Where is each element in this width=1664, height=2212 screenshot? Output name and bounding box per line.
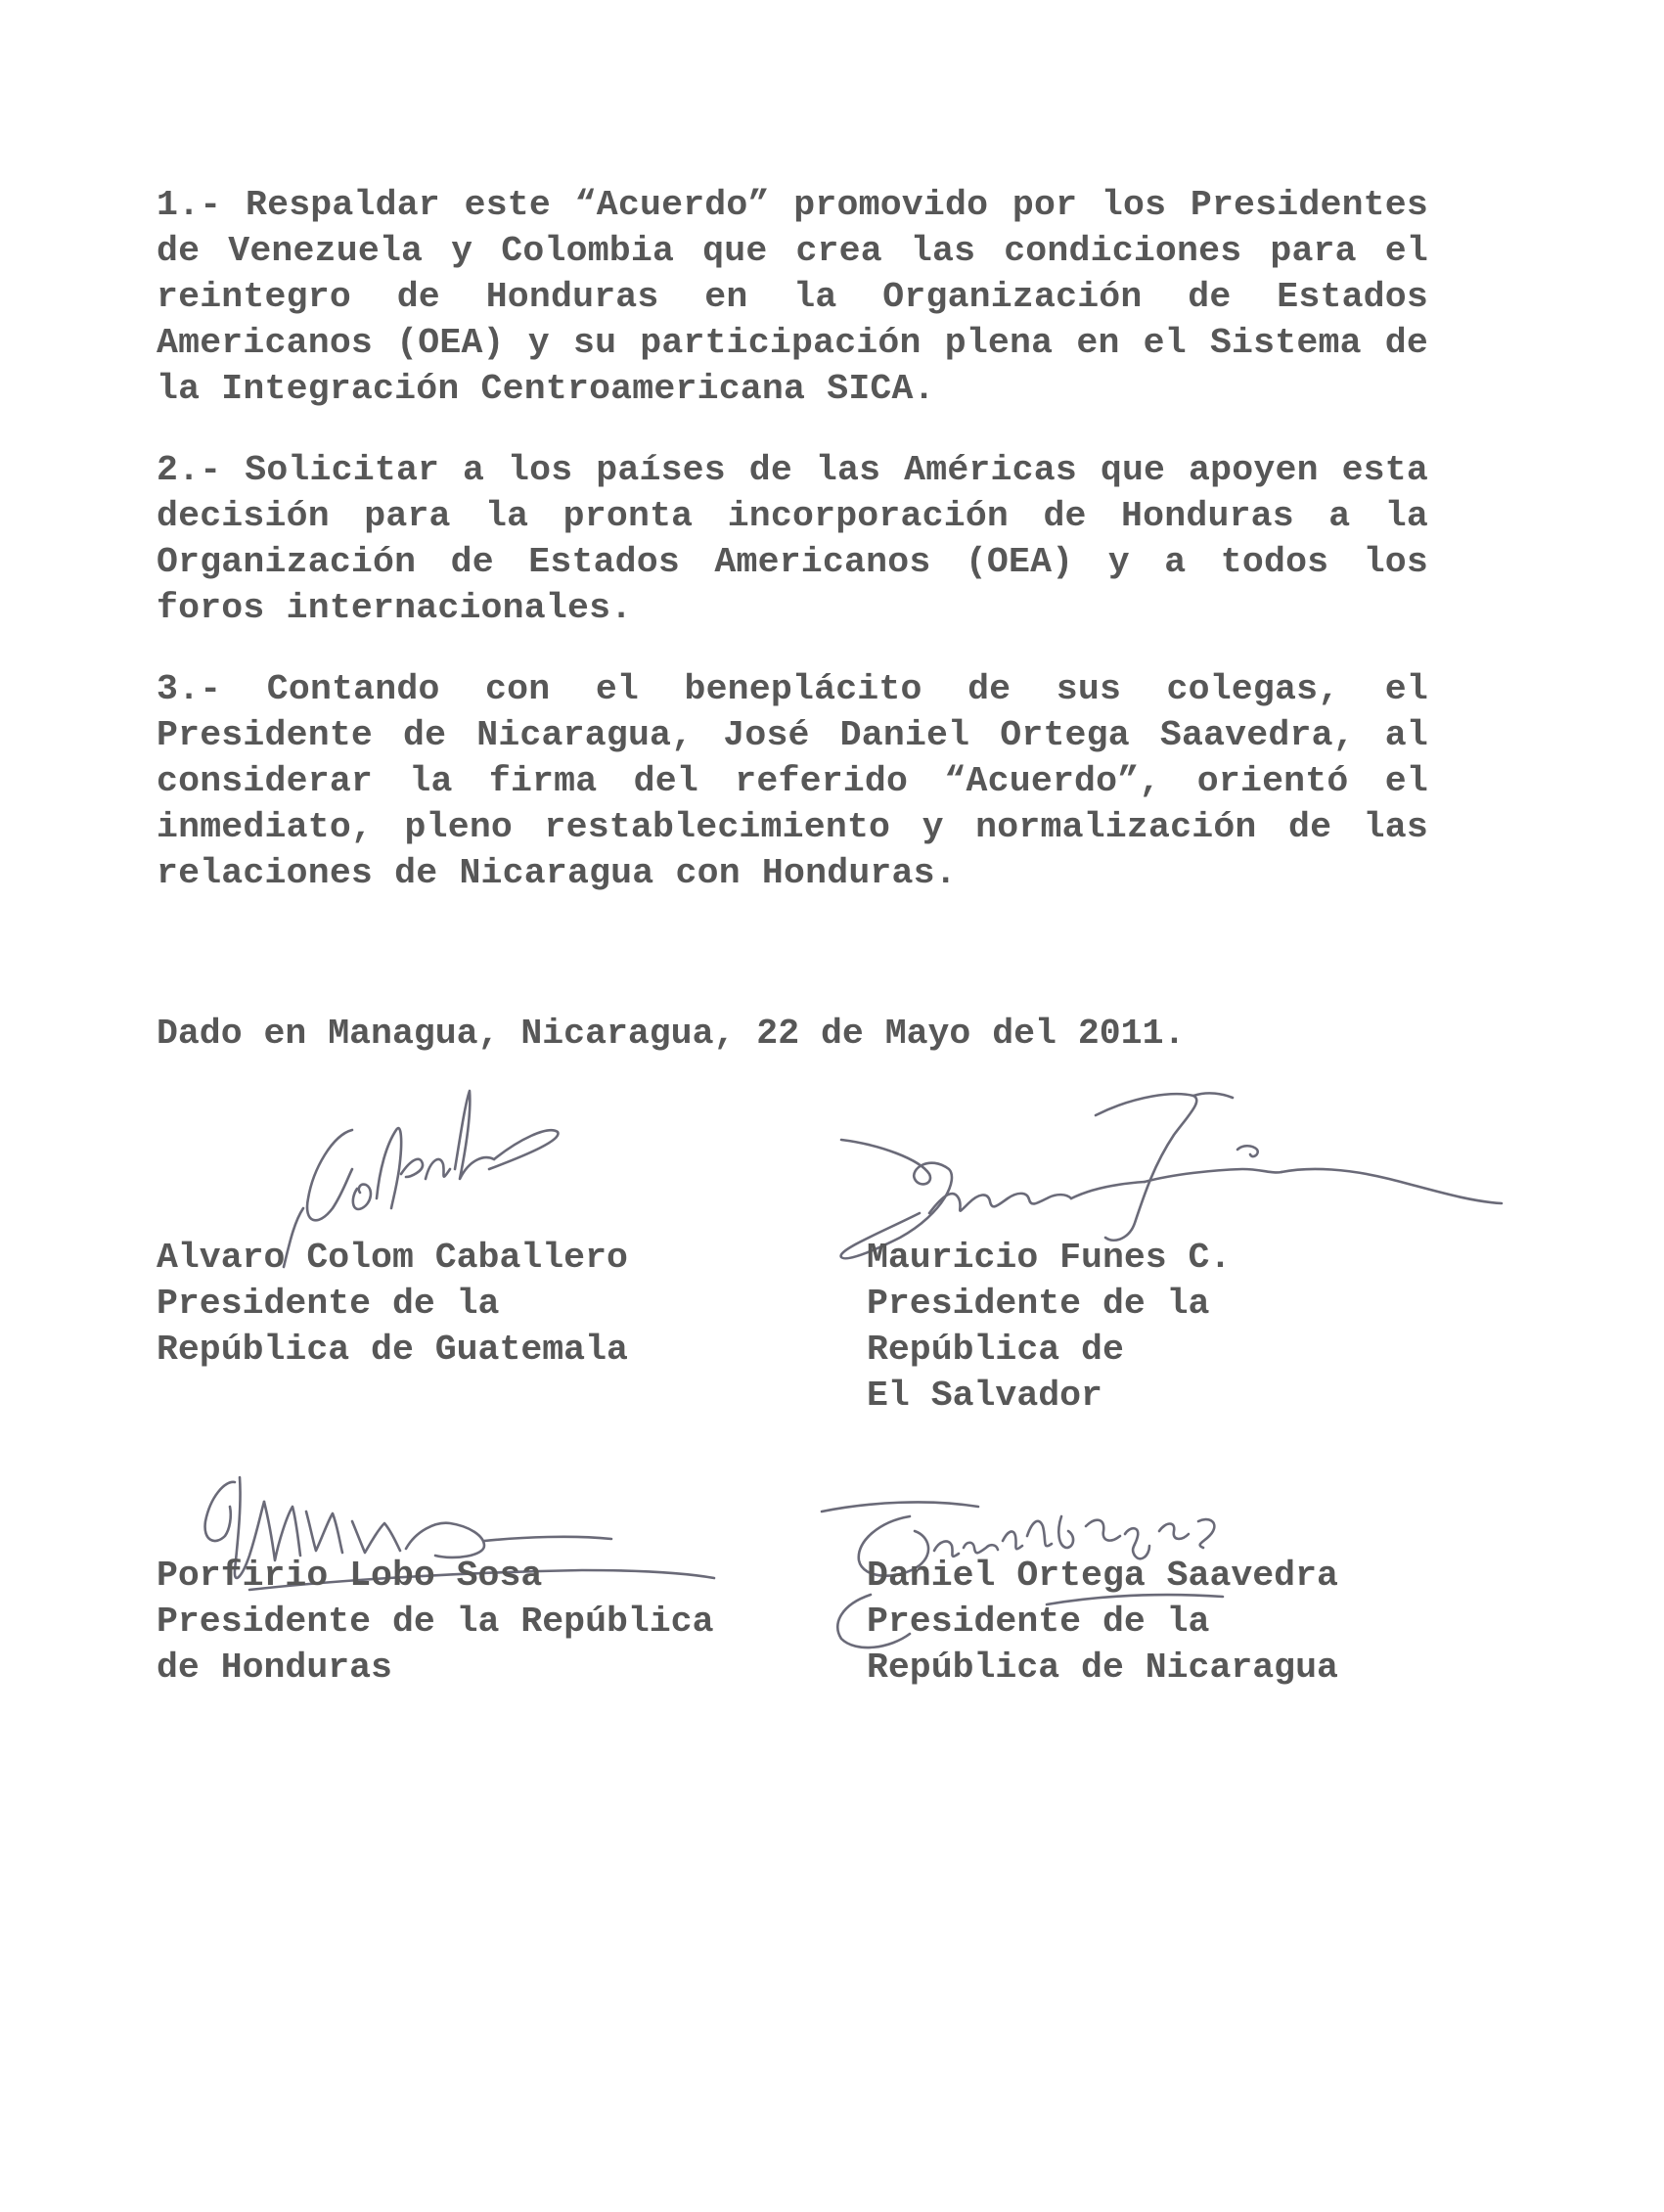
signatory-name: Alvaro Colom Caballero (157, 1238, 628, 1278)
signatory-title-line: República de Nicaragua (867, 1648, 1338, 1688)
signatory-title-line: Presidente de la (867, 1284, 1210, 1324)
signatory-name: Porfirio Lobo Sosa (157, 1556, 543, 1596)
signatory-title-line: República de Guatemala (157, 1330, 628, 1370)
signatory-title-line: de Honduras (157, 1648, 392, 1688)
signatory-name: Mauricio Funes C. (867, 1238, 1232, 1278)
signatory-title-line: Presidente de la (867, 1602, 1210, 1642)
paragraph-1: 1.- Respaldar este “Acuerdo” promovido por los Presidentes de Venezuela y Colombia que crea las condiciones para el reintegro de Honduras en la Organización de Estados Americanos (OEA) y su participación plena en el Sistema de la Integración Centroamericana SICA. (157, 185, 1428, 409)
paragraph-2: 2.- Solicitar a los países de las Américas que apoyen esta decisión para la pronta incorporación de Honduras a la Organización de Estados Americanos (OEA) y a todos los foros internacionales. (157, 450, 1428, 628)
signatory-el-salvador (867, 1235, 1231, 1419)
signatory-title-line: El Salvador (867, 1376, 1102, 1416)
signatory-title-line: Presidente de la República (157, 1602, 714, 1642)
signatory-guatemala (157, 1235, 628, 1373)
signatory-title-line: República de (867, 1330, 1124, 1370)
signatory-nicaragua (867, 1553, 1338, 1691)
signatory-name: Daniel Ortega Saavedra (867, 1556, 1338, 1596)
signatory-honduras (157, 1553, 714, 1691)
signatory-title-line: Presidente de la (157, 1284, 500, 1324)
date-line: Dado en Managua, Nicaragua, 22 de Mayo del 2011. (157, 1014, 1186, 1054)
paragraph-3: 3.- Contando con el beneplácito de sus colegas, el Presidente de Nicaragua, José Daniel Ortega Saavedra, al considerar la firma del referido “Acuerdo”, orientó el inmediato, pleno restablecimiento y normalización de las relaciones de Nicaragua con Honduras. (157, 669, 1428, 893)
resolution-body (157, 182, 1428, 896)
